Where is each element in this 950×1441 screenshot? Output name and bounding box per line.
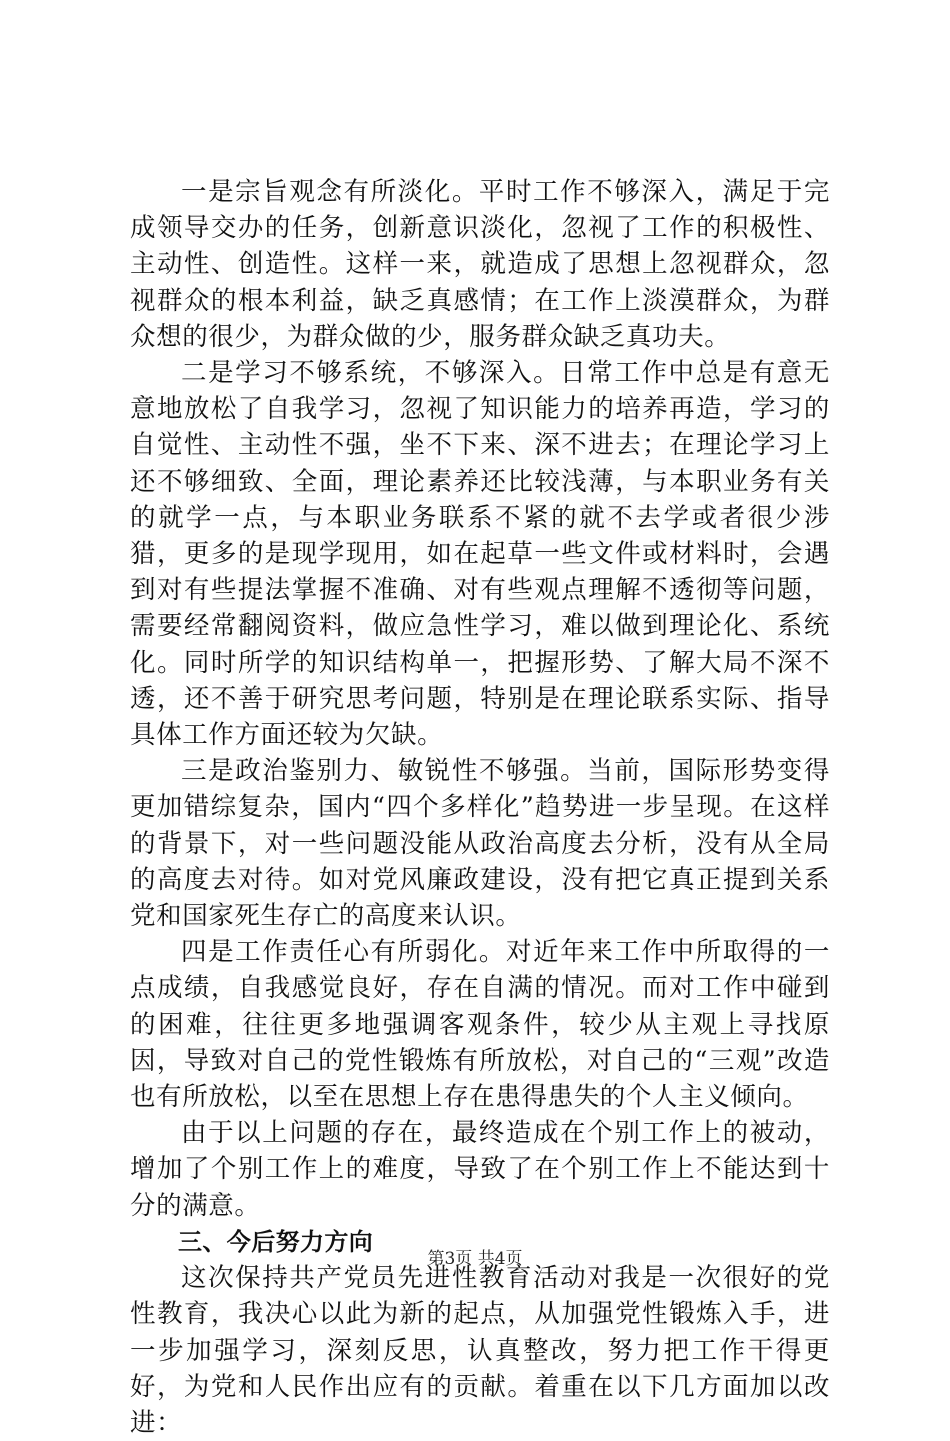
page-number-footer: 第3页 共4页 [427, 1249, 523, 1269]
paragraph-purpose: 一是宗旨观念有所淡化。平时工作不够深入，满足于完成领导交办的任务，创新意识淡化，忽视了工作的积极性、主动性、创造性。这样一来，就造成了思想上忽视群众，忽视群众的根本利益，缺乏真感情；在工作上淡漠群众，为群众想的很少，为群众做的少，服务群众缺乏真功夫。 [130, 177, 830, 352]
paragraph-study: 二是学习不够系统，不够深入。日常工作中总是有意无意地放松了自我学习，忽视了知识能力的培养再造，学习的自觉性、主动性不强，坐不下来、深不进去；在理论学习上还不够细致、全面，理论素养还比较浅薄，与本职业务有关的就学一点，与本职业务联系不紧的就不去学或者很少涉猎，更多的是现学现用，如在起草一些文件或材料时，会遇到对有些提法掌握不准确、对有些观点理解不透彻等问题，需要经常翻阅资料，做应急性学习，难以做到理论化、系统化。同时所学的知识结构单一，把握形势、了解大局不深不透，还不善于研究思考问题，特别是在理论联系实际、指导具体工作方面还较为欠缺。 [130, 358, 830, 751]
paragraph-politics: 三是政治鉴别力、敏锐性不够强。当前，国际形势变得更加错综复杂，国内“四个多样化”趋势进一步呈现。在这样的背景下，对一些问题没能从政治高度去分析，没有从全局的高度去对待。如对党风廉政建设，没有把它真正提到关系党和国家死生存亡的高度来认识。 [130, 756, 830, 932]
paragraph-direction: 这次保持共产党员先进性教育活动对我是一次很好的党性教育，我决心以此为新的起点，从加强党性锻炼入手，进一步加强学习，深刻反思，认真整改，努力把工作干得更好，为党和人民作出应有的贡献。着重在以下几方面加以改进： [130, 1263, 830, 1438]
section-heading: 三、今后努力方向 [178, 1227, 374, 1256]
paragraph-responsibility: 四是工作责任心有所弱化。对近年来工作中所取得的一点成绩，自我感觉良好，存在自满的情况。而对工作中碰到的困难，往往更多地强调客观条件，较少从主观上寻找原因，导致对自己的党性锻炼有所放松，对自己的“三观”改造也有所放松，以至在思想上存在患得患失的个人主义倾向。 [130, 937, 830, 1113]
paragraph-consequence: 由于以上问题的存在，最终造成在个别工作上的被动，增加了个别工作上的难度，导致了在个别工作上不能达到十分的满意。 [130, 1118, 830, 1221]
